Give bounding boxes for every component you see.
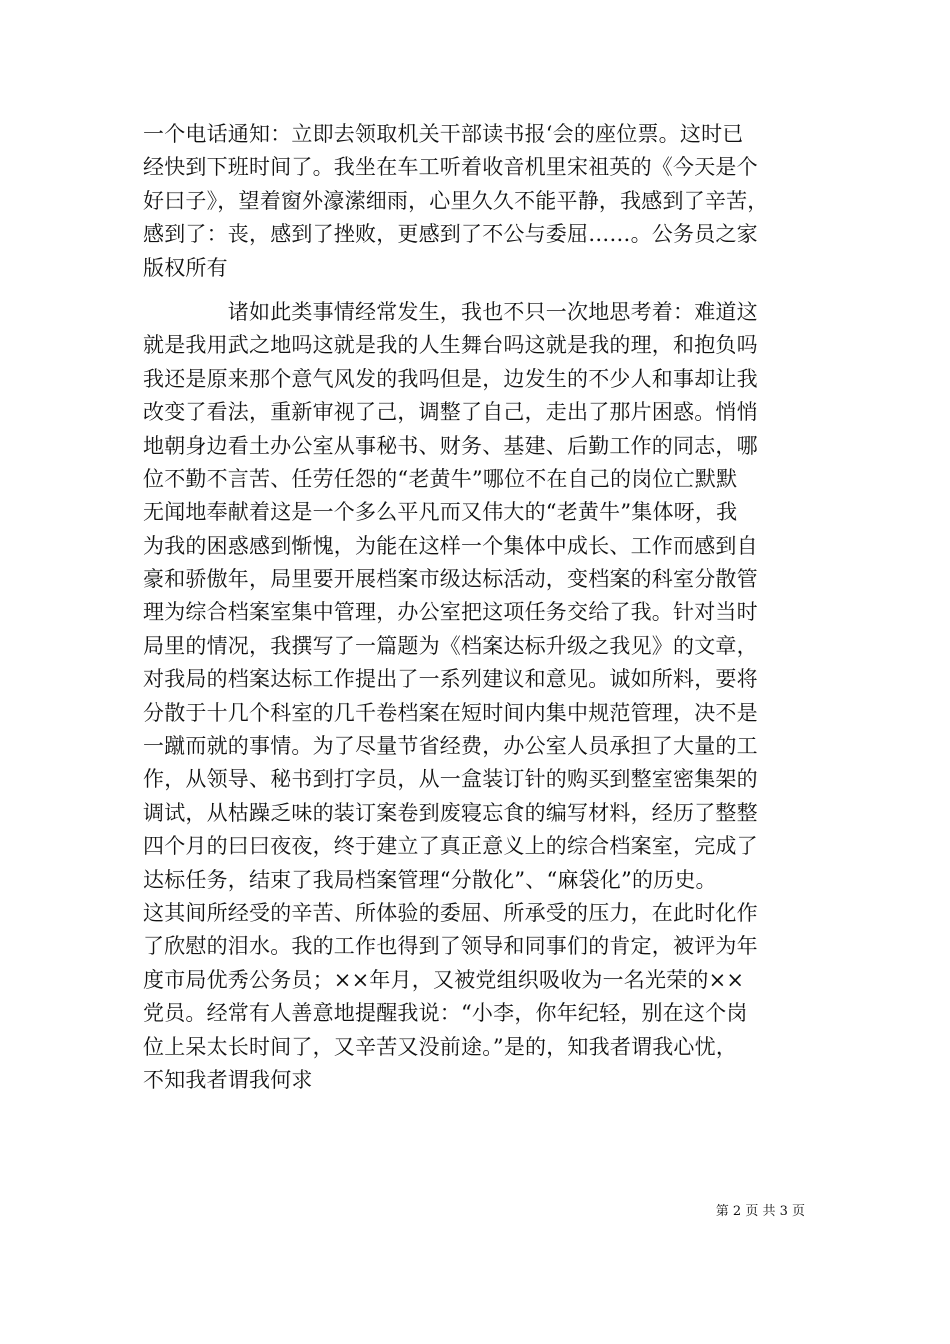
text-line: 改变了看法，重新审视了己，调整了自己，走出了那片困惑。悄悄	[143, 400, 758, 425]
text-line: 一蹴而就的事情。为了尽量节省经费，办公室人员承担了大量的工	[143, 734, 758, 759]
text-line: 版权所有	[143, 255, 228, 280]
text-line: 位不勤不言苦、任劳任怨的“老黄牛”哪位不在自己的岗位亡默默	[143, 466, 738, 491]
text-line: 好曰子》，望着窗外濠潆细雨，心里久久不能平静，我感到了辛苦，	[143, 188, 769, 213]
text-line: 位上呆太长时间了，又辛苦又没前途。”是的，知我者谓我心忧，	[143, 1034, 738, 1059]
text-line: 局里的情况，我撰写了一篇题为《档案达标升级之我见》的文章，	[143, 633, 758, 658]
text-line: 调试，从枯躁乏味的装订案卷到废寝忘食的编写材料，经历了整整	[143, 800, 758, 825]
text-line: 这其间所经受的辛苦、所体验的委屈、所承受的压力，在此时化作	[143, 900, 758, 925]
text-line: 无闻地奉献着这是一个多么平凡而又伟大的“老黄牛”集体呀，我	[143, 500, 738, 525]
text-line: 达标任务，结束了我局档案管理“分散化”、“麻袋化”的历史。	[143, 867, 717, 892]
text-line: 度市局优秀公务员；××年月，又被党组织吸收为一名光荣的××	[143, 967, 745, 992]
text-line: 就是我用武之地吗这就是我的人生舞台吗这就是我的理，和抱负吗	[143, 333, 758, 358]
text-line: 四个月的曰曰夜夜，终于建立了真正意义上的综合档案室，完成了	[143, 834, 758, 859]
page-number-footer: 第 2 页 共 3 页	[715, 1204, 805, 1219]
text-line: 党员。经常有人善意地提醒我说：“小李，你年纪轻，别在这个岗	[143, 1001, 748, 1026]
text-line: 经快到下班时间了。我坐在车工听着收音机里宋祖英的《今天是个	[143, 155, 758, 180]
text-line: 感到了：丧，感到了挫败，更感到了不公与委屈……。公务员之家	[143, 222, 758, 247]
text-line: 对我局的档案达标工作提出了一系列建议和意见。诚如所料，要将	[143, 667, 758, 692]
text-line: 作，从领导、秘书到打字员，从一盒装订针的购买到整室密集架的	[143, 767, 758, 792]
text-line: 不知我者谓我何求	[143, 1067, 313, 1092]
text-line: 豪和骄傲年，局里要开展档案市级达标活动，变档案的科室分散管	[143, 567, 758, 592]
text-line: 为我的困惑感到惭愧，为能在这样一个集体中成长、工作而感到自	[143, 533, 758, 558]
text-line: 理为综合档案室集中管理，办公室把这项任务交给了我。针对当时	[143, 600, 758, 625]
text-line: 分散于十几个科室的几千卷档案在短时间内集中规范管理，决不是	[143, 700, 758, 725]
paragraph-start-line: 诸如此类事情经常发生，我也不只一次地思考着：难道这	[143, 299, 758, 324]
text-line: 地朝身边看土办公室从事秘书、财务、基建、后勤工作的同志，哪	[143, 433, 758, 458]
text-line: 我还是原来那个意气风发的我吗但是，边发生的不少人和事却让我	[143, 366, 758, 391]
text-line: 了欣慰的泪水。我的工作也得到了领导和同事们的肯定，被评为年	[143, 934, 758, 959]
text-line: 一个电话通知：立即去领取机关干部读书报‘会的座位票。这时已	[143, 122, 744, 146]
body-text	[143, 118, 823, 1097]
